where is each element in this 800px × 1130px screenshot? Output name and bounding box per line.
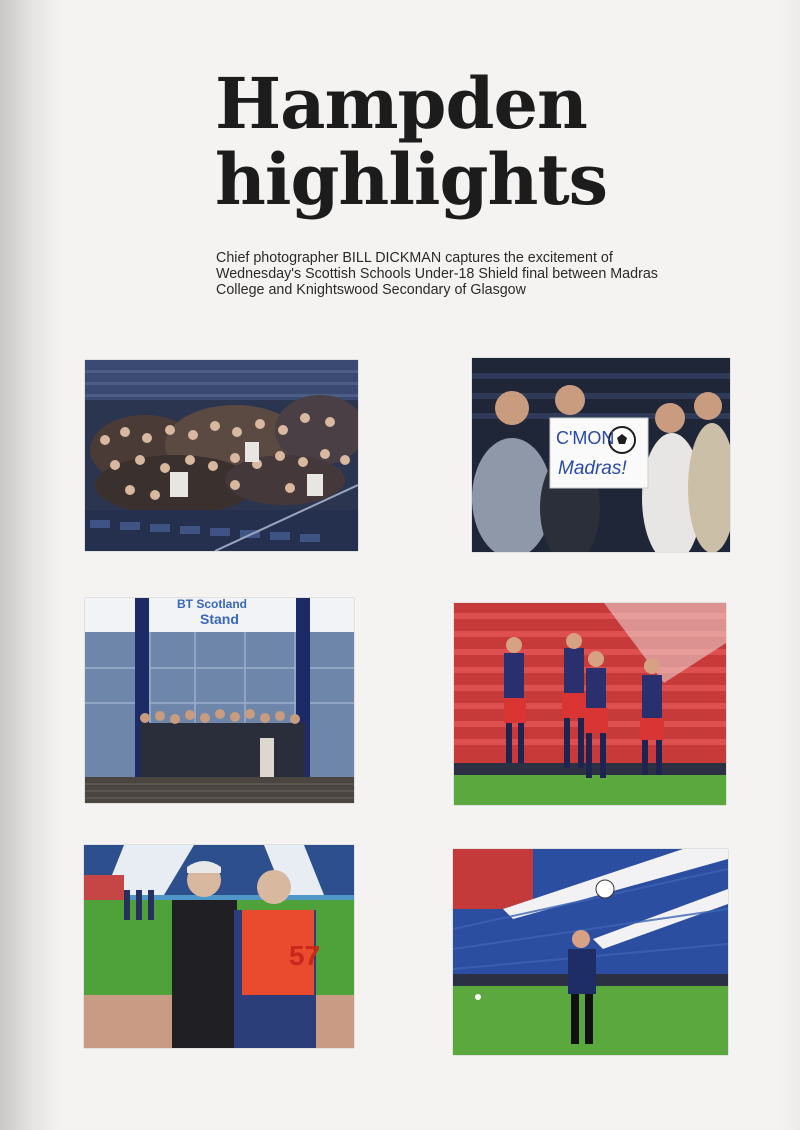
photo-players-celebrating	[454, 603, 726, 805]
page-gutter-shadow	[0, 0, 62, 1130]
bib-number: 57	[289, 940, 321, 971]
headline-line-1: Hampden	[215, 62, 587, 145]
photo-officials-touchline	[84, 845, 354, 1048]
article-headline	[215, 62, 655, 221]
stand-sign-line-2: Stand	[200, 611, 239, 627]
photo-player-heading-ball	[453, 849, 728, 1055]
photo-fans-with-sign	[472, 358, 730, 552]
article-standfirst: Chief photographer BILL DICKMAN captures the excitement of Wednesday's Scottish Schools Under-18 Shield final between Madras College and Knightswood Secondary of Glasgow	[216, 250, 658, 298]
football	[596, 880, 614, 898]
stand-sign-line-1: BT Scotland	[177, 598, 248, 611]
sign-text-line-1: C'MON	[556, 428, 615, 448]
headline-line-2: highlights	[215, 138, 608, 221]
sign-text-line-2: Madras!	[558, 458, 627, 479]
photo-crowd-in-stand	[85, 360, 358, 551]
page-right-edge	[780, 0, 800, 1130]
photo-bt-scotland-stand	[85, 598, 354, 803]
